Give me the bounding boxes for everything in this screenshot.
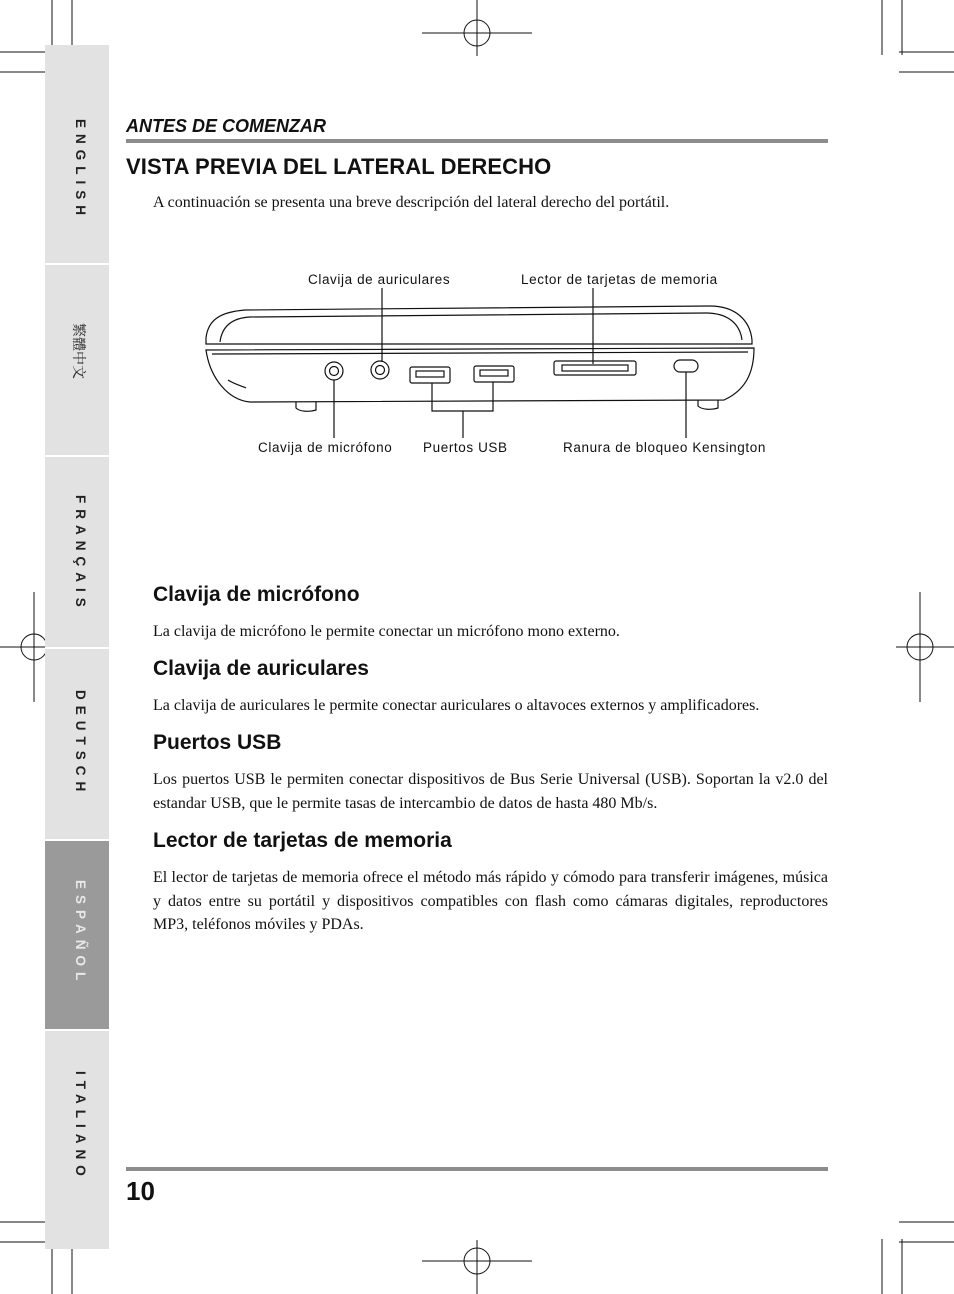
kensington-slot-icon <box>674 360 698 372</box>
footer-rule <box>126 1167 828 1171</box>
microphone-jack-icon <box>325 362 343 380</box>
header-rule <box>126 139 828 143</box>
section-title-microphone: Clavija de micrófono <box>153 583 360 606</box>
lang-tab-french[interactable] <box>45 457 109 647</box>
callout-card-reader: Lector de tarjetas de memoria <box>521 272 718 287</box>
section-title-usb: Puertos USB <box>153 731 282 754</box>
section-body-headphone: La clavija de auriculares le permite conectar auriculares o altavoces externos y amplificadores. <box>153 697 760 714</box>
lang-tab-english[interactable] <box>45 45 109 263</box>
callout-kensington: Ranura de bloqueo Kensington <box>563 440 766 455</box>
callout-headphone: Clavija de auriculares <box>308 272 451 287</box>
laptop-right-side-diagram <box>150 260 830 470</box>
intro-text: A continuación se presenta una breve descripción del lateral derecho del portátil. <box>153 194 670 211</box>
section-body-microphone: La clavija de micrófono le permite conectar un micrófono mono externo. <box>153 623 620 640</box>
laptop-lid <box>206 306 752 344</box>
section-body-usb: Los puertos USB le permiten conectar dispositivos de Bus Serie Universal (USB). Soportan la v2.0 del estandar USB, que le permite tasas de intercambio de datos de hasta 480 Mb/s. <box>153 771 828 812</box>
page-number: 10 <box>126 1176 155 1206</box>
card-reader-slot-icon <box>554 361 636 375</box>
lang-tab-chinese[interactable] <box>45 265 109 455</box>
lang-tab-german[interactable] <box>45 649 109 839</box>
section-header: ANTES DE COMENZAR <box>126 116 327 136</box>
section-body-card-reader: El lector de tarjetas de memoria ofrece el método más rápido y cómodo para transferir imágenes, música y datos entre su portátil y dispositivos compatibles con flash como cámaras digitales, reproductores MP3, teléfonos móviles y PDAs. <box>153 869 828 933</box>
lang-tab-label: ITALIANO <box>73 1071 88 1182</box>
lang-tab-label: FRANÇAIS <box>73 495 88 613</box>
lang-tab-label: ENGLISH <box>73 119 88 222</box>
headphone-jack-icon <box>371 361 389 379</box>
callout-microphone: Clavija de micrófono <box>258 440 393 455</box>
section-title-headphone: Clavija de auriculares <box>153 657 369 680</box>
callout-usb: Puertos USB <box>423 440 508 455</box>
language-sidebar <box>45 45 109 1249</box>
lang-tab-italian[interactable] <box>45 1031 109 1249</box>
page-title: VISTA PREVIA DEL LATERAL DERECHO <box>126 154 552 179</box>
lang-tab-label: DEUTSCH <box>73 690 88 798</box>
lang-tab-label: 繁體中文 <box>71 323 87 379</box>
section-title-card-reader: Lector de tarjetas de memoria <box>153 829 452 852</box>
lang-tab-spanish[interactable] <box>45 841 109 1029</box>
lang-tab-label: ESPAÑOL <box>73 880 88 987</box>
